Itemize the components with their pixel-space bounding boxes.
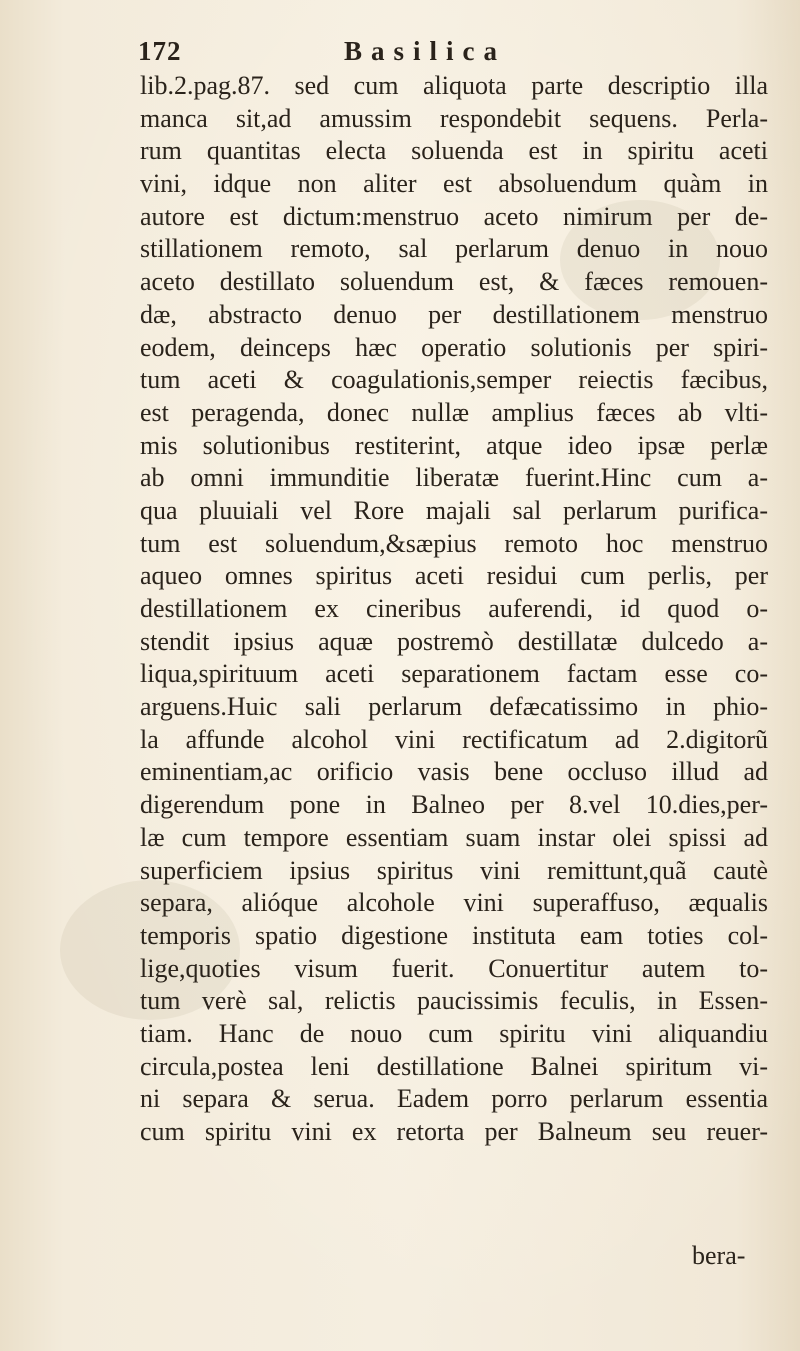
text-line: arguens.Huic sali perlarum defæcatissimo in phio- [140, 692, 768, 722]
text-line: autore est dictum:menstruo aceto nimirum per de- [140, 201, 768, 231]
text-line: manca sit,ad amussim respondebit sequens. Perla- [140, 103, 768, 133]
text-line: tum est soluendum,&sæpius remoto hoc menstruo [140, 528, 768, 558]
text-line: aceto destillato soluendum est, & fæces remouen- [140, 267, 768, 297]
text-line: destillationem ex cineribus auferendi, id quod o- [140, 594, 768, 623]
running-head: Basilica [344, 36, 507, 66]
text-line: lige,quoties visum fuerit. Conuertitur autem to- [140, 953, 768, 983]
text-line: temporis spatio digestione instituta eam toties col- [140, 920, 768, 950]
catchword: bera- [692, 1241, 746, 1270]
text-line: est peragenda, donec nullæ amplius fæces ab vlti- [140, 397, 768, 427]
text-line: lib.2.pag.87. sed cum aliquota parte descriptio illa [140, 71, 768, 100]
text-line: tiam. Hanc de nouo cum spiritu vini aliquandiu [140, 1018, 768, 1048]
text-line: qua pluuiali vel Rore majali sal perlarum purifica- [140, 495, 768, 525]
text-line: aqueo omnes spiritus aceti residui cum perlis, per [140, 561, 768, 591]
text-line: superficiem ipsius spiritus vini remittunt,quã cautè [140, 855, 768, 885]
page-number: 172 [138, 36, 182, 66]
text-line: la affunde alcohol vini rectificatum ad 2.digitorũ [140, 724, 768, 754]
text-line: dæ, abstracto denuo per destillationem menstruo [140, 299, 768, 329]
text-line: cum spiritu vini ex retorta per Balneum seu reuer- [140, 1117, 768, 1146]
text-line: tum aceti & coagulationis,semper reiectis fæcibus, [140, 365, 768, 395]
text-line: rum quantitas electa soluenda est in spiritu aceti [140, 136, 768, 166]
text-line: liqua,spirituum aceti separationem factam esse co- [140, 659, 768, 689]
text-line: separa, alióque alcohole vini superaffuso, æqualis [140, 888, 768, 918]
text-line: stillationem remoto, sal perlarum denuo in nouo [140, 234, 768, 264]
text-line: ni separa & serua. Eadem porro perlarum essentia [140, 1084, 768, 1114]
text-line: eminentiam,ac orificio vasis bene occluso illud ad [140, 757, 768, 787]
body-text [140, 70, 768, 1149]
text-line: digerendum pone in Balneo per 8.vel 10.dies,per- [140, 790, 768, 820]
text-line: ab omni immunditie liberatæ fuerint.Hinc cum a- [140, 463, 768, 493]
text-line: tum verè sal, relictis paucissimis feculis, in Essen- [140, 986, 768, 1016]
text-line: circula,postea leni destillatione Balnei spiritum vi- [140, 1051, 768, 1081]
text-line: mis solutionibus restiterint, atque ideo ipsæ perlæ [140, 430, 768, 460]
text-line: vini, idque non aliter est absoluendum quàm in [140, 169, 768, 199]
text-line: stendit ipsius aquæ postremò destillatæ dulcedo a- [140, 626, 768, 656]
text-line: eodem, deinceps hæc operatio solutionis per spiri- [140, 332, 768, 362]
text-line: læ cum tempore essentiam suam instar olei spissi ad [140, 822, 768, 852]
